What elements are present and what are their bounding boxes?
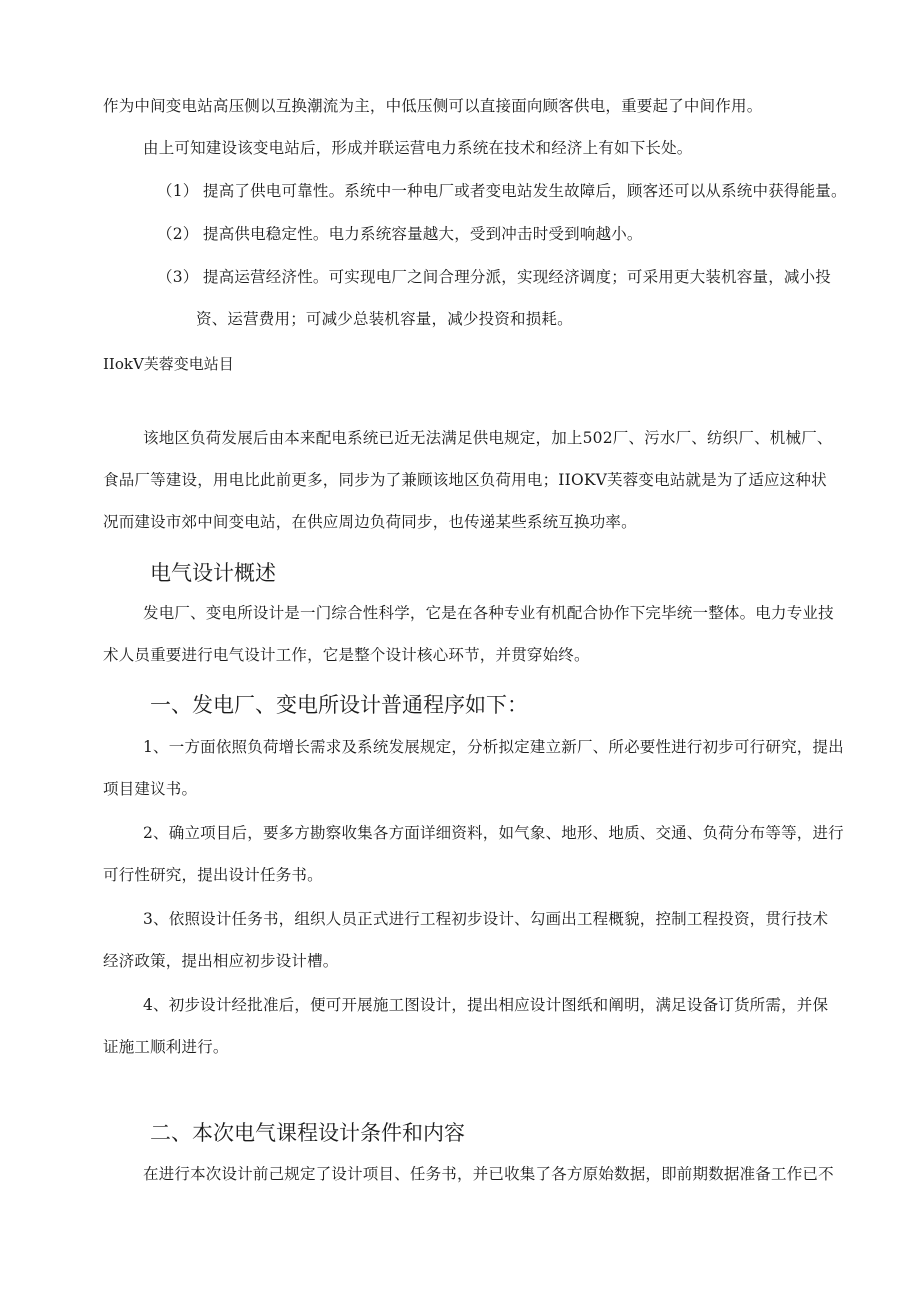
station-paragraph-line-3: 况而建设市郊中间变电站，在供应周边负荷同步，也传递某些系统互换功率。: [103, 513, 637, 531]
procedure-step-3-line-2: 经济政策，提出相应初步设计槽。: [103, 952, 339, 970]
advantage-number: （2）: [157, 225, 199, 243]
procedure-step-4-line-1: 4、初步设计经批准后，便可开展施工图设计，提出相应设计图纸和阐明，满足设备订货所需，并保: [143, 996, 829, 1014]
procedure-step-2-line-1: 2、确立项目后，要多方勘察收集各方面详细资料，如气象、地形、地质、交通、负荷分布等等，进行: [143, 824, 844, 842]
conditions-heading: 二、本次电气课程设计条件和内容: [150, 1121, 465, 1145]
advantage-item-1: [157, 181, 847, 201]
advantage-number: （1）: [157, 182, 199, 200]
advantage-text: 提高供电稳定性。电力系统容量越大，受到冲击时受到响越小。: [203, 225, 643, 243]
procedure-step-1-line-1: 1、一方面依照负荷增长需求及系统发展规定，分析拟定建立新厂、所必要性进行初步可行研究，提出: [143, 738, 844, 756]
conditions-paragraph-line-1: 在进行本次设计前己规定了设计项目、任务书，并已收集了各方原始数据，即前期数据准备工作已不: [143, 1165, 834, 1183]
summary-paragraph: 由上可知建设该变电站后，形成并联运营电力系统在技术和经济上有如下长处。: [143, 139, 693, 157]
station-subheading: IIokV芙蓉变电站目: [103, 355, 234, 373]
advantage-item-3-continuation: 资、运营费用；可减少总装机容量，减少投资和损耗。: [196, 310, 573, 328]
advantage-text: 提高运营经济性。可实现电厂之间合理分派，实现经济调度；可采用更大装机容量，减小投: [203, 268, 832, 286]
overview-paragraph-line-2: 术人员重要进行电气设计工作，它是整个设计核心环节，并贯穿始终。: [103, 646, 590, 664]
procedure-step-2-line-2: 可行性研究，提出设计任务书。: [103, 866, 323, 884]
procedure-step-4-line-2: 证施工顺利进行。: [103, 1038, 229, 1056]
procedure-heading: 一、发电厂、变电所设计普通程序如下：: [150, 693, 528, 717]
station-paragraph-line-1: 该地区负荷发展后由本来配电系统已近无法满足供电规定，加上502厂、污水厂、纺织厂、机械厂、: [143, 429, 833, 447]
advantage-number: （3）: [157, 268, 199, 286]
procedure-step-1-line-2: 项目建议书。: [103, 780, 198, 798]
overview-paragraph-line-1: 发电厂、变电所设计是一门综合性科学，它是在各种专业有机配合协作下完毕统一整体。电力专业技: [143, 604, 834, 622]
overview-heading: 电气设计概述: [150, 561, 276, 585]
advantage-item-3: [157, 267, 831, 287]
station-paragraph-line-2: 食品厂等建设，用电比此前更多，同步为了兼顾该地区负荷用电；IIOKV芙蓉变电站就是为了适应这种状: [103, 471, 827, 489]
intro-paragraph-line-1: 作为中间变电站高压侧以互换潮流为主，中低压侧可以直接面向顾客供电，重要起了中间作用。: [103, 97, 763, 115]
advantage-item-2: [157, 224, 643, 244]
procedure-step-3-line-1: 3、依照设计任务书，组织人员正式进行工程初步设计、勾画出工程概貌，控制工程投资，贯行技术: [143, 910, 829, 928]
advantage-text: 提高了供电可靠性。系统中一种电厂或者变电站发生故障后，顾客还可以从系统中获得能量。: [203, 182, 847, 200]
